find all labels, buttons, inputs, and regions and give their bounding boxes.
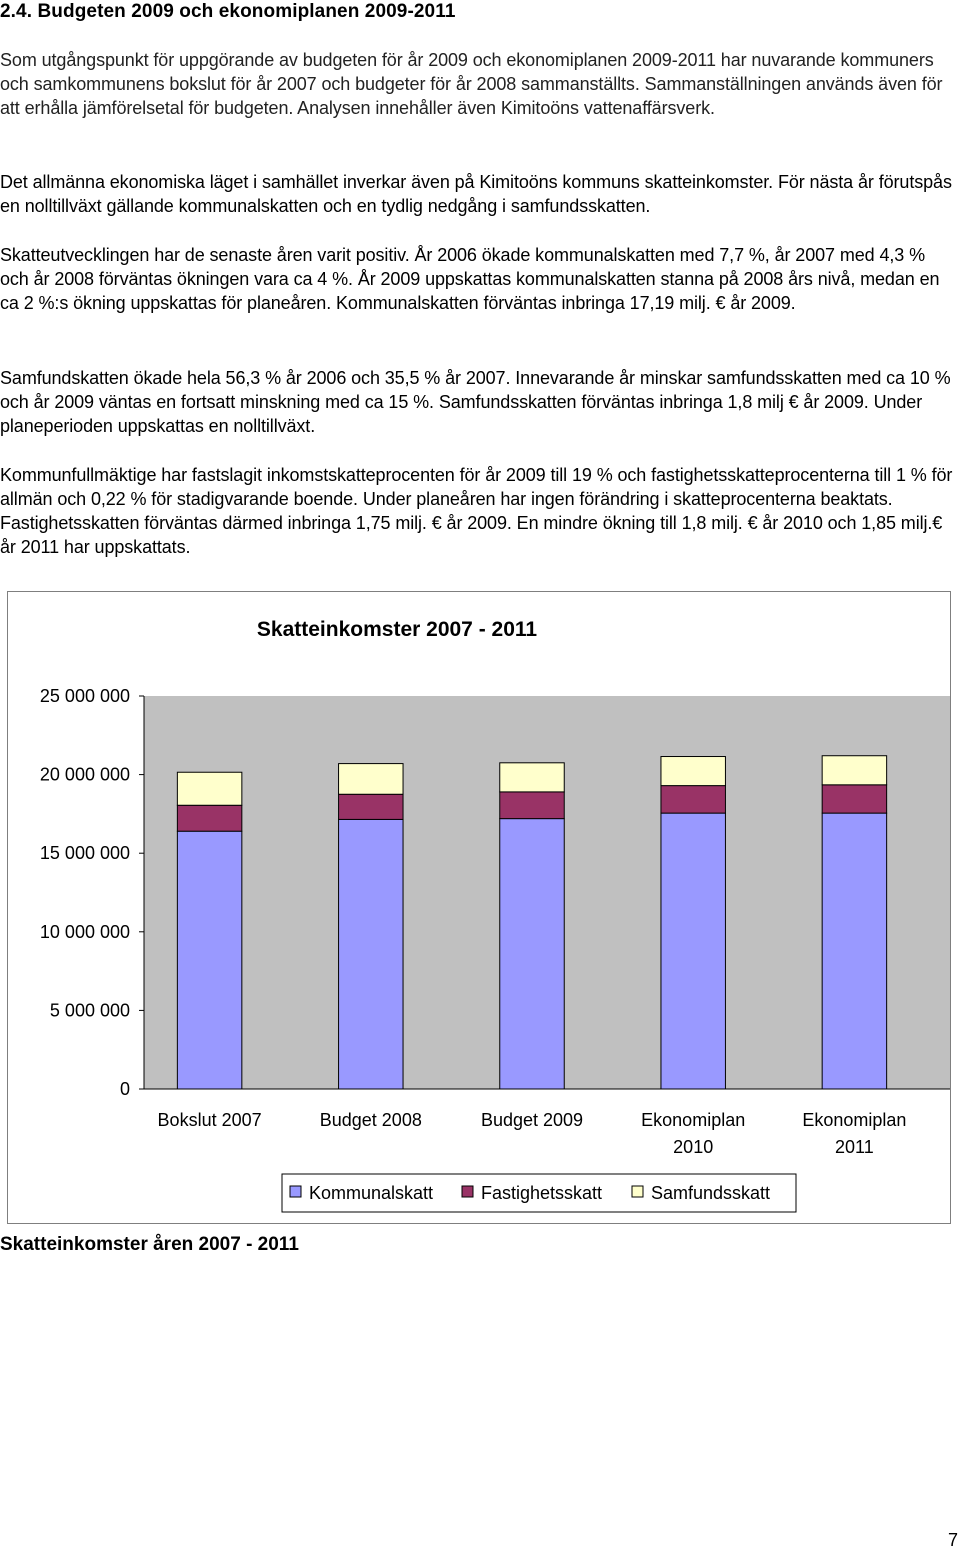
chart-title: Skatteinkomster 2007 - 2011 [256,618,538,641]
legend-swatch-kommunalskatt [290,1186,301,1197]
bar-samfundsskatt [177,772,241,805]
y-tick-label: 0 [119,1079,130,1099]
bar-kommunalskatt [822,813,886,1089]
y-tick-label: 10 000 000 [39,921,130,942]
legend-swatch-samfundsskatt [632,1186,643,1197]
paragraph-tax-development: Skatteutvecklingen har de senaste åren varit positiv. År 2006 ökade kommunalskatten med 7,7 %, år 2007 med 4,3 % och år 2008 förväntas ökningen vara ca 4 %. År 2009 uppskattas kommunalskatten stanna på 2008 års nivå, medan en ca 2 %:s ökning uppskattas för planeåren. Kommunalskatten förväntas inbringa 17,19 milj. € år 2009. [0,245,940,313]
page-number: 7 [947,1530,958,1550]
bar-fastighetsskatt [822,785,886,813]
x-tick-label: 2010 [673,1137,714,1157]
bar-kommunalskatt [661,813,725,1089]
y-tick-label: 15 000 000 [39,843,130,864]
x-tick-label: 2011 [835,1137,874,1157]
paragraph-tax-rates: Kommunfullmäktige har fastslagit inkomstskatteprocenten för år 2009 till 19 % och fastighetsskatteprocenterna till 1 % för allmän och 0,22 % för stadigvarande boende. Under planeåren har ingen förändring i skatteprocenterna beaktats. Fastighetsskatten förväntas därmed inbringa 1,75 milj. € år 2009. En mindre ökning till 1,8 milj. € år 2010 och 1,85 milj.€ år 2011 har uppskattats. [0,465,953,557]
chart-container [7,591,951,1224]
x-tick-label: Ekonomiplan [802,1110,907,1130]
paragraph-economic-situation: Det allmänna ekonomiska läget i samhället inverkar även på Kimitoöns kommuns skatteinkomster. För nästa år förutspås en nolltillväxt gällande kommunalskatten och en tydlig nedgång i samfundsskatten. [0,172,952,216]
bar-kommunalskatt [339,819,403,1089]
section-heading: 2.4. Budgeten 2009 och ekonomiplanen 2009-2011 [0,1,456,22]
bar-samfundsskatt [500,763,564,792]
legend-label: Kommunalskatt [309,1183,434,1203]
x-tick-label: Budget 2008 [319,1110,422,1130]
legend-label: Samfundsskatt [651,1183,771,1203]
bar-fastighetsskatt [661,786,725,814]
paragraph-corporate-tax: Samfundskatten ökade hela 56,3 % år 2006 och 35,5 % år 2007. Innevarande år minskar samfundsskatten med ca 10 % och år 2009 väntas en fortsatt minskning med ca 15 %. Samfundsskatten förväntas inbringa 1,8 milj € år 2009. Under planeperioden uppskattas en nolltillväxt. [0,368,951,436]
x-tick-label: Bokslut 2007 [157,1110,262,1130]
paragraph-budget-basis: Som utgångspunkt för uppgörande av budgeten för år 2009 och ekonomiplanen 2009-2011 har nuvarande kommuners och samkommunens bokslut för år 2007 och budgeter för år 2008 sammanställts. Sammanställningen används även för att erhålla jämförelsetal för budgeten. Analysen innehåller även Kimitoöns vattenaffärsverk. [0,50,943,118]
legend-swatch-fastighetsskatt [462,1186,473,1197]
x-tick-label: Ekonomiplan [641,1110,746,1130]
figure-caption: Skatteinkomster åren 2007 - 2011 [0,1234,299,1255]
bar-kommunalskatt [500,819,564,1089]
bar-fastighetsskatt [339,794,403,819]
x-tick-label: Budget 2009 [480,1110,584,1130]
bar-samfundsskatt [822,756,886,785]
bar-kommunalskatt [177,831,241,1089]
bar-samfundsskatt [661,757,725,786]
stacked-bar-chart [8,592,952,1225]
y-tick-label: 20 000 000 [39,764,130,785]
bar-fastighetsskatt [500,792,564,819]
y-tick-label: 25 000 000 [39,686,130,706]
y-tick-label: 5 000 000 [49,1000,130,1021]
legend-label: Fastighetsskatt [481,1183,603,1203]
bar-samfundsskatt [339,764,403,795]
bar-fastighetsskatt [177,805,241,831]
